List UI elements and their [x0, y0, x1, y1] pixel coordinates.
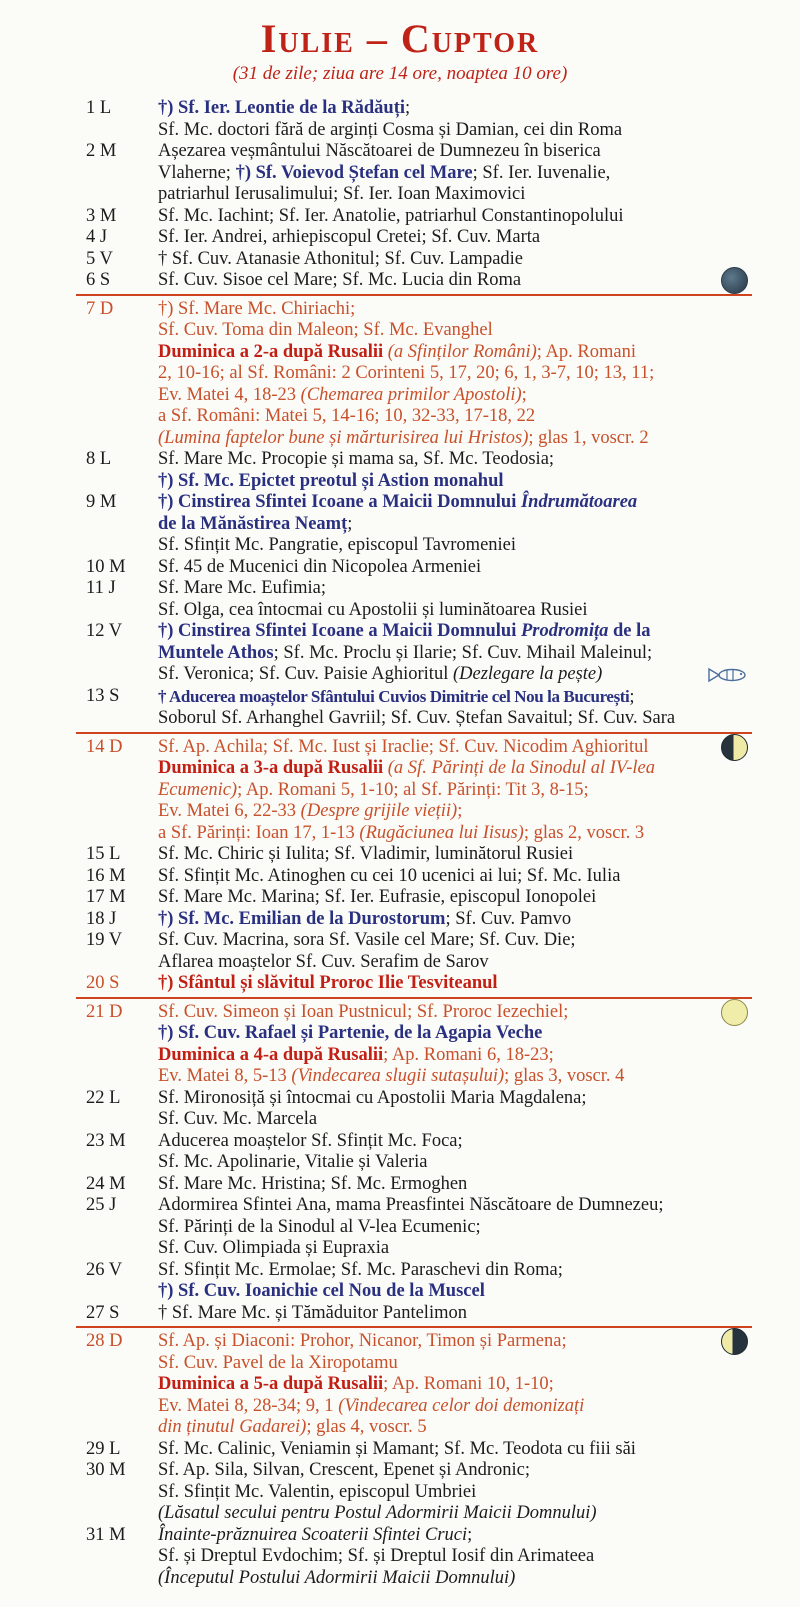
day-date-label: 2 M — [86, 141, 117, 161]
text-segment: †) Sf. Ier. Leontie de la Rădăuți — [158, 98, 406, 118]
day-entries — [158, 1303, 800, 1325]
day-date-label: 22 L — [86, 1087, 121, 1108]
text-segment: Ev. Matei 4, 18-23 — [158, 384, 301, 405]
day-entries — [158, 299, 800, 450]
text-segment: ; Sf. Mc. Proclu și Ilarie; Sf. Cuv. Mihail Maleinul; — [273, 642, 653, 663]
text-segment: Soborul Sf. Arhanghel Gavriil; Sf. Cuv. Ștefan Savaitul; Sf. Cuv. Sara — [158, 708, 676, 728]
text-segment: (Chemarea primilor Apostoli) — [300, 384, 522, 405]
text-segment: Sf. Ap. Sila, Silvan, Crescent, Epenet și Andronic; — [158, 1460, 531, 1480]
text-segment: †) Sf. Cuv. Ioanichie cel Nou de la Muscel — [158, 1281, 485, 1301]
day-entry-line — [158, 249, 800, 271]
text-segment: Sf. Cuv. Toma din Maleon; Sf. Mc. Evanghel — [158, 320, 493, 340]
day-entries — [158, 1525, 800, 1590]
day-entries — [158, 1331, 800, 1439]
day-date-label: 1 L — [86, 98, 112, 118]
text-segment: Prodromița — [520, 621, 609, 641]
text-segment: † Aducerea moaștelor Sfântului Cuvios Dimitrie cel Nou la București — [158, 686, 630, 706]
calendar-day-row — [0, 141, 800, 206]
day-entry-line — [158, 270, 800, 292]
calendar-day-row — [0, 930, 800, 973]
text-segment: Sf. Sfințit Mc. Pangratie, episcopul Tavromeniei — [158, 535, 517, 555]
text-segment: ; Sf. Cuv. Pamvo — [445, 908, 572, 929]
text-segment: Ecumenic) — [158, 779, 238, 800]
day-entry-line — [158, 801, 800, 823]
full-moon-icon — [721, 999, 748, 1026]
day-entry-line — [158, 98, 800, 120]
day-date-label: 25 J — [86, 1195, 117, 1215]
text-segment: †) Sf. Cuv. Rafael și Partenie, de la Agapia Veche — [158, 1023, 543, 1043]
text-segment: ; glas 3, voscr. 4 — [504, 1066, 625, 1086]
calendar-day-row — [0, 299, 800, 450]
day-date-label: 30 M — [86, 1460, 126, 1480]
day-entry-line — [158, 708, 800, 730]
day-entry-line — [158, 930, 800, 952]
calendar-day-row — [0, 1260, 800, 1303]
day-entries — [158, 1260, 800, 1303]
calendar-day-row — [0, 557, 800, 579]
calendar-day-row — [0, 1525, 800, 1590]
text-segment: †) Sfântul și slăvitul Proroc Ilie Tesviteanul — [158, 973, 498, 993]
day-entry-line — [158, 664, 800, 686]
new-moon-icon — [721, 267, 748, 294]
day-entry-line — [158, 887, 800, 909]
text-segment: Sf. Veronica; Sf. Cuv. Paisie Aghioritul — [158, 664, 453, 684]
text-segment: patriarhul Ierusalimului; Sf. Ier. Ioan Maximovici — [158, 184, 526, 204]
day-date-label: 12 V — [86, 621, 123, 641]
text-segment: Îndrumătoarea — [520, 492, 638, 512]
text-segment: ; Ap. Romani — [536, 341, 636, 362]
text-segment: Duminica a 4-a după Rusalii — [158, 1044, 384, 1065]
day-entry-line — [158, 406, 800, 428]
day-entries — [158, 227, 800, 249]
text-segment: Sf. Ap. și Diaconi: Prohor, Nicanor, Timon și Parmena; — [158, 1331, 567, 1351]
text-segment: Sf. Cuv. Pavel de la Xiropotamu — [158, 1352, 398, 1373]
text-segment: 2, 10-16; al Sf. Români: 2 Corinteni 5, 17, 20; 6, 1, 3-7, 10; 13, 11; — [158, 363, 655, 383]
calendar-day-row — [0, 1303, 800, 1325]
day-entry-line — [158, 141, 800, 163]
day-entry-line — [158, 1066, 800, 1088]
text-segment: † Sf. Cuv. Atanasie Athonitul; Sf. Cuv. Lampadie — [158, 248, 524, 269]
calendar-day-row — [0, 737, 800, 845]
text-segment: (Dezlegare la pește) — [452, 664, 603, 684]
day-date-label: 10 M — [86, 556, 126, 577]
day-entry-line — [158, 600, 800, 622]
day-entry-line — [158, 535, 800, 557]
text-segment: Sf. Sfințit Mc. Ermolae; Sf. Mc. Paraschevi din Roma; — [158, 1259, 563, 1280]
calendar-day-row — [0, 206, 800, 228]
day-date-label: 21 D — [86, 1001, 123, 1022]
text-segment: Duminica a 3-a după Rusalii — [158, 758, 384, 778]
calendar-day-row — [0, 887, 800, 909]
week-divider-rule — [76, 997, 752, 999]
text-segment: †) Sf. Voievod Ștefan cel Mare — [235, 162, 473, 183]
day-entry-line — [158, 1195, 800, 1217]
day-entry-line — [158, 227, 800, 249]
text-segment: Sf. Mc. Chiric și Iulita; Sf. Vladimir, luminătorul Rusiei — [158, 844, 574, 864]
day-date-label: 24 M — [86, 1173, 126, 1194]
day-date-label: 18 J — [86, 908, 117, 929]
calendar-day-row — [0, 844, 800, 866]
day-entries — [158, 1002, 800, 1088]
day-date-label: 6 S — [86, 270, 111, 290]
day-date-label: 11 J — [86, 578, 116, 598]
week-divider-rule — [76, 294, 752, 296]
day-entry-line — [158, 1374, 800, 1396]
day-entry-line — [158, 492, 800, 514]
text-segment: a Sf. Părinți: Ioan 17, 1-13 — [158, 822, 360, 843]
text-segment: †) Cinstirea Sfintei Icoane a Maicii Domnului — [158, 621, 521, 641]
day-date-label: 5 V — [86, 248, 113, 269]
text-segment: Sf. Mare Mc. Marina; Sf. Ier. Eufrasie, episcopul Ionopolei — [158, 887, 597, 907]
week-divider-rule — [76, 1326, 752, 1328]
day-entry-line — [158, 120, 800, 142]
text-segment: Sf. Ap. Achila; Sf. Mc. Iust și Iraclie; Sf. Cuv. Nicodim Aghioritul — [158, 736, 649, 757]
text-segment: Sf. Sfințit Mc. Atinoghen cu cei 10 ucenici ai lui; Sf. Mc. Iulia — [158, 865, 621, 886]
calendar-day-row — [0, 1331, 800, 1439]
text-segment: ; — [467, 1524, 473, 1545]
day-entry-line — [158, 557, 800, 579]
text-segment: Sf. 45 de Mucenici din Nicopolea Armeniei — [158, 556, 482, 577]
text-segment: †) Sf. Mc. Emilian de la Durostorum — [158, 908, 446, 929]
day-entry-line — [158, 1546, 800, 1568]
text-segment: † Sf. Mare Mc. și Tămăduitor Pantelimon — [158, 1302, 467, 1323]
text-segment: Sf. Mironosiță și întocmai cu Apostolii Maria Magdalena; — [158, 1087, 587, 1108]
day-date-label: 23 M — [86, 1130, 126, 1151]
day-entry-line — [158, 320, 800, 342]
calendar-day-row — [0, 909, 800, 931]
day-entry-line — [158, 342, 800, 364]
calendar-day-row — [0, 98, 800, 141]
day-date-label: 19 V — [86, 930, 123, 950]
day-entry-line — [158, 1002, 800, 1024]
calendar-day-row — [0, 1439, 800, 1461]
text-segment: ; Ap. Romani 5, 1-10; al Sf. Părinți: Tit 3, 8-15; — [237, 779, 589, 800]
day-entry-line — [158, 737, 800, 759]
day-entries — [158, 621, 800, 686]
day-entry-line — [158, 1417, 800, 1439]
day-entries — [158, 1439, 800, 1461]
text-segment: ; — [457, 801, 463, 821]
day-date-label: 16 M — [86, 865, 126, 886]
day-entry-line — [158, 1396, 800, 1418]
calendar-day-row — [0, 1174, 800, 1196]
calendar-day-row — [0, 578, 800, 621]
day-date-label: 9 M — [86, 492, 117, 512]
text-segment: ; — [521, 384, 527, 405]
day-entries — [158, 1195, 800, 1260]
text-segment: Sf. Cuv. Simeon și Ioan Pustnicul; Sf. Proroc Iezechiel; — [158, 1001, 569, 1022]
day-entry-line — [158, 844, 800, 866]
day-date-label: 20 S — [86, 973, 120, 993]
text-segment: ; glas 2, voscr. 3 — [523, 822, 645, 843]
day-entries — [158, 909, 800, 931]
day-entry-line — [158, 1439, 800, 1461]
text-segment: Sf. Cuv. Macrina, sora Sf. Vasile cel Mare; Sf. Cuv. Die; — [158, 930, 576, 950]
day-date-label: 14 D — [86, 736, 123, 757]
text-segment: Sf. Cuv. Mc. Marcela — [158, 1109, 318, 1129]
text-segment: Sf. Cuv. Olimpiada și Eupraxia — [158, 1238, 390, 1258]
day-entry-line — [158, 1023, 800, 1045]
calendar-day-row — [0, 1195, 800, 1260]
day-entries — [158, 1088, 800, 1131]
text-segment: Muntele Athos — [158, 642, 274, 663]
text-segment: Sf. Mare Mc. Hristina; Sf. Mc. Ermoghen — [158, 1173, 468, 1194]
text-segment: Înainte-prăznuirea Scoaterii Sfintei Cruci — [158, 1524, 468, 1545]
text-segment: (a Sfinților Români) — [387, 341, 537, 362]
day-entry-line — [158, 758, 800, 780]
calendar-day-row — [0, 1002, 800, 1088]
day-entries — [158, 887, 800, 909]
day-date-label: 3 M — [86, 205, 117, 226]
text-segment: Sf. Mc. doctori fără de arginți Cosma și Damian, cei din Roma — [158, 119, 623, 140]
text-segment: (Lumina faptelor bune și mărturisirea lui Hristos) — [158, 427, 529, 448]
day-entry-line — [158, 1353, 800, 1375]
text-segment: †) Cinstirea Sfintei Icoane a Maicii Domnului — [158, 492, 521, 512]
day-entry-line — [158, 643, 800, 665]
calendar-day-row — [0, 621, 800, 686]
text-segment: †) Sf. Mc. Epictet preotul și Astion monahul — [158, 470, 504, 491]
text-segment: Ev. Matei 8, 28-34; 9, 1 — [158, 1395, 339, 1416]
day-entry-line — [158, 184, 800, 206]
day-entries — [158, 930, 800, 973]
day-entries — [158, 98, 800, 141]
page-title: Iulie – Cuptor — [260, 16, 540, 61]
day-entries — [158, 557, 800, 579]
day-date-label: 4 J — [86, 227, 108, 247]
text-segment: (Vindecarea slugii sutașului) — [291, 1066, 505, 1086]
text-segment: Sf. Ier. Andrei, arhiepiscopul Cretei; Sf. Cuv. Marta — [158, 227, 541, 247]
day-date-label: 7 D — [86, 298, 114, 319]
calendar-day-row — [0, 866, 800, 888]
text-segment: ; glas 4, voscr. 5 — [306, 1417, 427, 1437]
day-date-label: 31 M — [86, 1524, 126, 1545]
day-entries — [158, 866, 800, 888]
day-entry-line — [158, 909, 800, 931]
day-entries — [158, 578, 800, 621]
day-entry-line — [158, 1109, 800, 1131]
text-segment: Duminica a 5-a după Rusalii — [158, 1374, 384, 1394]
text-segment: Aducerea moaștelor Sf. Sfințit Mc. Foca; — [158, 1130, 463, 1151]
full-moon-icon — [721, 999, 748, 1026]
day-entries — [158, 844, 800, 866]
day-entry-line — [158, 1088, 800, 1110]
day-date-label: 28 D — [86, 1331, 123, 1351]
day-entry-line — [158, 428, 800, 450]
calendar-day-row — [0, 249, 800, 271]
calendar-day-row — [0, 686, 800, 730]
day-entry-line — [158, 1238, 800, 1260]
day-entry-line — [158, 1131, 800, 1153]
day-date-label: 17 M — [86, 887, 126, 907]
day-entries — [158, 973, 800, 995]
day-entry-line — [158, 514, 800, 536]
day-entry-line — [158, 1568, 800, 1590]
day-entry-line — [158, 1460, 800, 1482]
day-entry-line — [158, 385, 800, 407]
calendar-day-row — [0, 973, 800, 995]
calendar-list — [0, 98, 800, 1589]
day-entries — [158, 206, 800, 228]
calendar-day-row — [0, 492, 800, 557]
day-entries — [158, 1174, 800, 1196]
text-segment: Sf. Mc. Iachint; Sf. Ier. Anatolie, patriarhul Constantinopolului — [158, 205, 624, 226]
text-segment: ; — [347, 513, 353, 534]
day-entry-line — [158, 578, 800, 600]
text-segment: ; — [405, 98, 411, 118]
last-quarter-moon-icon — [721, 1328, 748, 1355]
day-entries — [158, 249, 800, 271]
day-entries — [158, 492, 800, 557]
text-segment: Sf. Olga, cea întocmai cu Apostolii și luminătoarea Rusiei — [158, 599, 588, 620]
day-date-label: 27 S — [86, 1302, 120, 1323]
text-segment: (Începutul Postului Adormirii Maicii Domnului) — [158, 1567, 516, 1588]
day-entry-line — [158, 621, 800, 643]
day-entry-line — [158, 1482, 800, 1504]
text-segment: Duminica a 2-a după Rusalii — [158, 341, 384, 362]
day-entry-line — [158, 866, 800, 888]
text-segment: ; — [629, 686, 635, 707]
day-entries — [158, 449, 800, 492]
day-entry-line — [158, 780, 800, 802]
day-date-label: 13 S — [86, 685, 120, 706]
day-entry-line — [158, 1281, 800, 1303]
day-entry-line — [158, 1303, 800, 1325]
text-segment: (Vindecarea celor doi demonizați — [338, 1395, 585, 1416]
day-entry-line — [158, 363, 800, 385]
day-entry-line — [158, 823, 800, 845]
text-segment: Sf. Mare Mc. Eufimia; — [158, 578, 326, 598]
day-date-label: 26 V — [86, 1259, 123, 1280]
day-entry-line — [158, 686, 800, 709]
text-segment: de la Mănăstirea Neamț — [158, 513, 348, 534]
text-segment: Vlaherne; — [158, 162, 236, 183]
day-entry-line — [158, 1217, 800, 1239]
calendar-day-row — [0, 270, 800, 292]
day-entry-line — [158, 1045, 800, 1067]
text-segment: (Despre grijile vieții) — [300, 801, 458, 821]
text-segment: Sf. Sfințit Mc. Valentin, episcopul Umbriei — [158, 1481, 477, 1502]
text-segment: Sf. și Dreptul Evdochim; Sf. și Dreptul Iosif din Arimateea — [158, 1546, 595, 1566]
calendar-day-row — [0, 1088, 800, 1131]
text-segment: (a Sf. Părinți de la Sinodul al IV-lea — [387, 758, 655, 778]
text-segment: Aflarea moaștelor Sf. Cuv. Serafim de Sarov — [158, 951, 489, 972]
text-segment: Adormirea Sfintei Ana, mama Preasfintei Născătoare de Dumnezeu; — [158, 1195, 664, 1215]
day-entries — [158, 270, 800, 292]
calendar-day-row — [0, 1460, 800, 1525]
first-quarter-moon-icon — [721, 734, 748, 761]
day-entry-line — [158, 1174, 800, 1196]
text-segment: Ev. Matei 8, 5-13 — [158, 1066, 292, 1086]
day-entry-line — [158, 206, 800, 228]
week-divider-rule — [76, 732, 752, 734]
calendar-day-row — [0, 1131, 800, 1174]
day-entry-line — [158, 1152, 800, 1174]
text-segment: Sf. Mc. Calinic, Veniamin și Mamant; Sf. Mc. Teodota cu fiii săi — [158, 1438, 636, 1459]
new-moon-icon — [721, 267, 748, 294]
day-entries — [158, 1131, 800, 1174]
fish-icon — [708, 661, 748, 688]
day-entry-line — [158, 1503, 800, 1525]
first-quarter-moon-icon — [721, 734, 748, 761]
text-segment: Sf. Mc. Apolinarie, Vitalie și Valeria — [158, 1152, 428, 1172]
day-entries — [158, 686, 800, 730]
day-entry-line — [158, 299, 800, 321]
day-date-label: 8 L — [86, 449, 112, 469]
day-entry-line — [158, 1331, 800, 1353]
last-quarter-moon-icon — [721, 1328, 748, 1355]
day-entry-line — [158, 1260, 800, 1282]
text-segment: Sf. Cuv. Sisoe cel Mare; Sf. Mc. Lucia din Roma — [158, 270, 522, 290]
day-entries — [158, 737, 800, 845]
text-segment: ; Ap. Romani 10, 1-10; — [383, 1374, 554, 1394]
day-entry-line — [158, 449, 800, 471]
page-subtitle: (31 de zile; ziua are 14 ore, noaptea 10 ore) — [232, 63, 568, 84]
text-segment: (Rugăciunea lui Iisus) — [359, 822, 524, 843]
text-segment: (Lăsatul secului pentru Postul Adormirii Maicii Domnului) — [158, 1503, 597, 1523]
text-segment: Sf. Părinți de la Sinodul al V-lea Ecumenic; — [158, 1216, 481, 1237]
day-entry-line — [158, 952, 800, 974]
day-entries — [158, 141, 800, 206]
text-segment: Ev. Matei 6, 22-33 — [158, 801, 301, 821]
day-entry-line — [158, 163, 800, 185]
day-entry-line — [158, 973, 800, 995]
text-segment: Sf. Mare Mc. Procopie și mama sa, Sf. Mc. Teodosia; — [158, 449, 555, 469]
text-segment: de la — [608, 621, 651, 641]
day-entries — [158, 1460, 800, 1525]
day-entry-line — [158, 471, 800, 493]
text-segment: din ținutul Gadarei) — [158, 1417, 307, 1437]
text-segment: Așezarea veșmântului Născătoarei de Dumnezeu în biserica — [158, 141, 601, 161]
calendar-day-row — [0, 227, 800, 249]
day-entry-line — [158, 1525, 800, 1547]
text-segment: †) Sf. Mare Mc. Chiriachi; — [158, 298, 356, 319]
day-date-label: 29 L — [86, 1438, 121, 1459]
calendar-day-row — [0, 449, 800, 492]
text-segment: ; Sf. Ier. Iuvenalie, — [472, 162, 611, 183]
text-segment: a Sf. Români: Matei 5, 14-16; 10, 32-33, 17-18, 22 — [158, 406, 536, 426]
text-segment: ; Ap. Romani 6, 18-23; — [383, 1044, 554, 1065]
text-segment: ; glas 1, voscr. 2 — [528, 427, 649, 448]
day-date-label: 15 L — [86, 844, 121, 864]
